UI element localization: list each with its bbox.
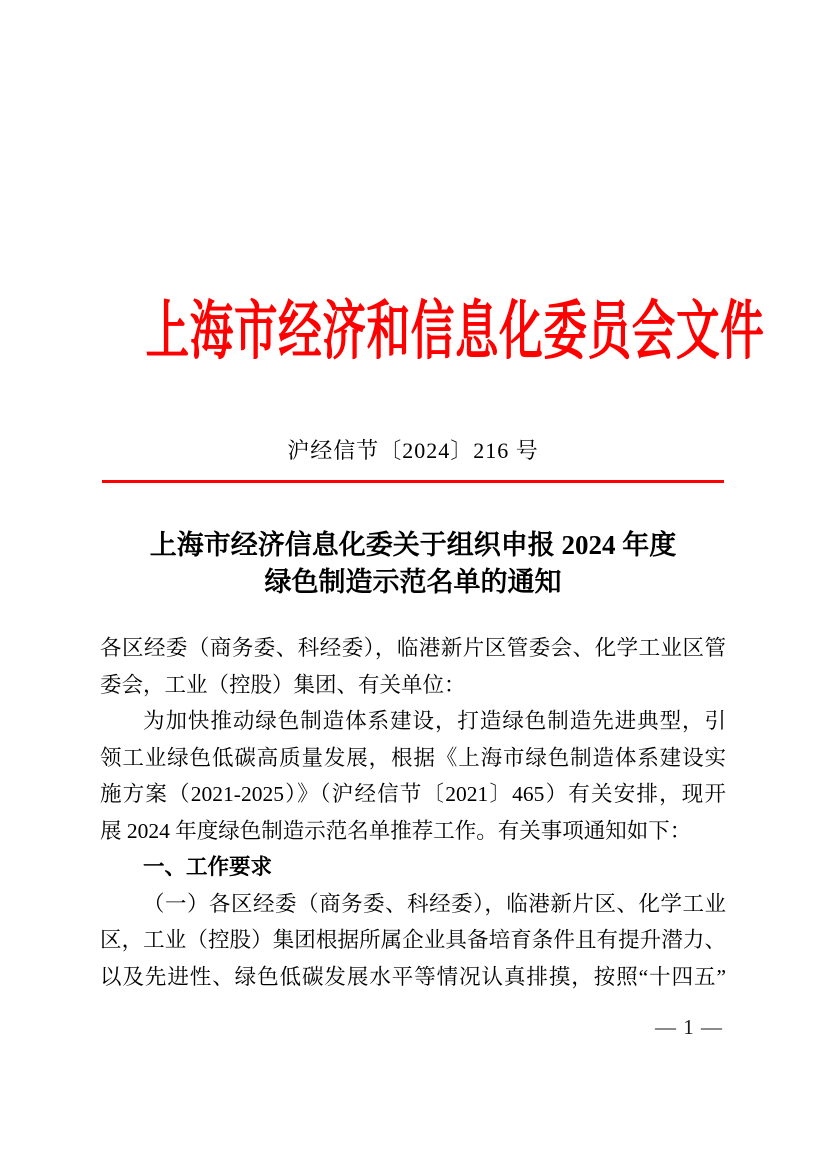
document-title-line-1: 上海市经济信息化委关于组织申报 2024 年度 [149,530,677,560]
body-line: 领工业绿色低碳高质量发展，根据《上海市绿色制造体系建设实 [100,745,726,770]
letterhead-title [0,297,826,367]
body-line: 以及先进性、绿色低碳发展水平等情况认真排摸，按照“十四五” [100,964,726,989]
letterhead-title-text: 上海市经济和信息化委员会文件 [145,296,765,367]
document-body [100,630,726,995]
body-line: 施方案（2021-2025）》（沪经信节〔2021〕465）有关安排，现开 [100,782,726,806]
body-line: 委会，工业（控股）集团、有关单位： [100,672,466,697]
body-line: （一）各区经委（商务委、科经委），临港新片区、化学工业 [143,891,726,916]
document-number: 沪经信节〔2024〕216 号 [287,438,539,463]
page-number: — 1 — [655,1015,723,1039]
section-heading: 一、工作要求 [143,855,273,879]
body-line: 区，工业（控股）集团根据所属企业具备培育条件且有提升潜力、 [100,928,726,952]
body-line: 各区经委（商务委、科经委），临港新片区管委会、化学工业区管 [100,636,726,660]
body-line: 为加快推动绿色制造体系建设，打造绿色制造先进典型，引 [143,709,726,733]
document-title-line-2: 绿色制造示范名单的通知 [264,567,562,597]
body-line: 展 2024 年度绿色制造示范名单推荐工作。有关事项通知如下： [100,818,692,843]
red-divider-rule [102,480,724,483]
document-title [0,527,826,601]
